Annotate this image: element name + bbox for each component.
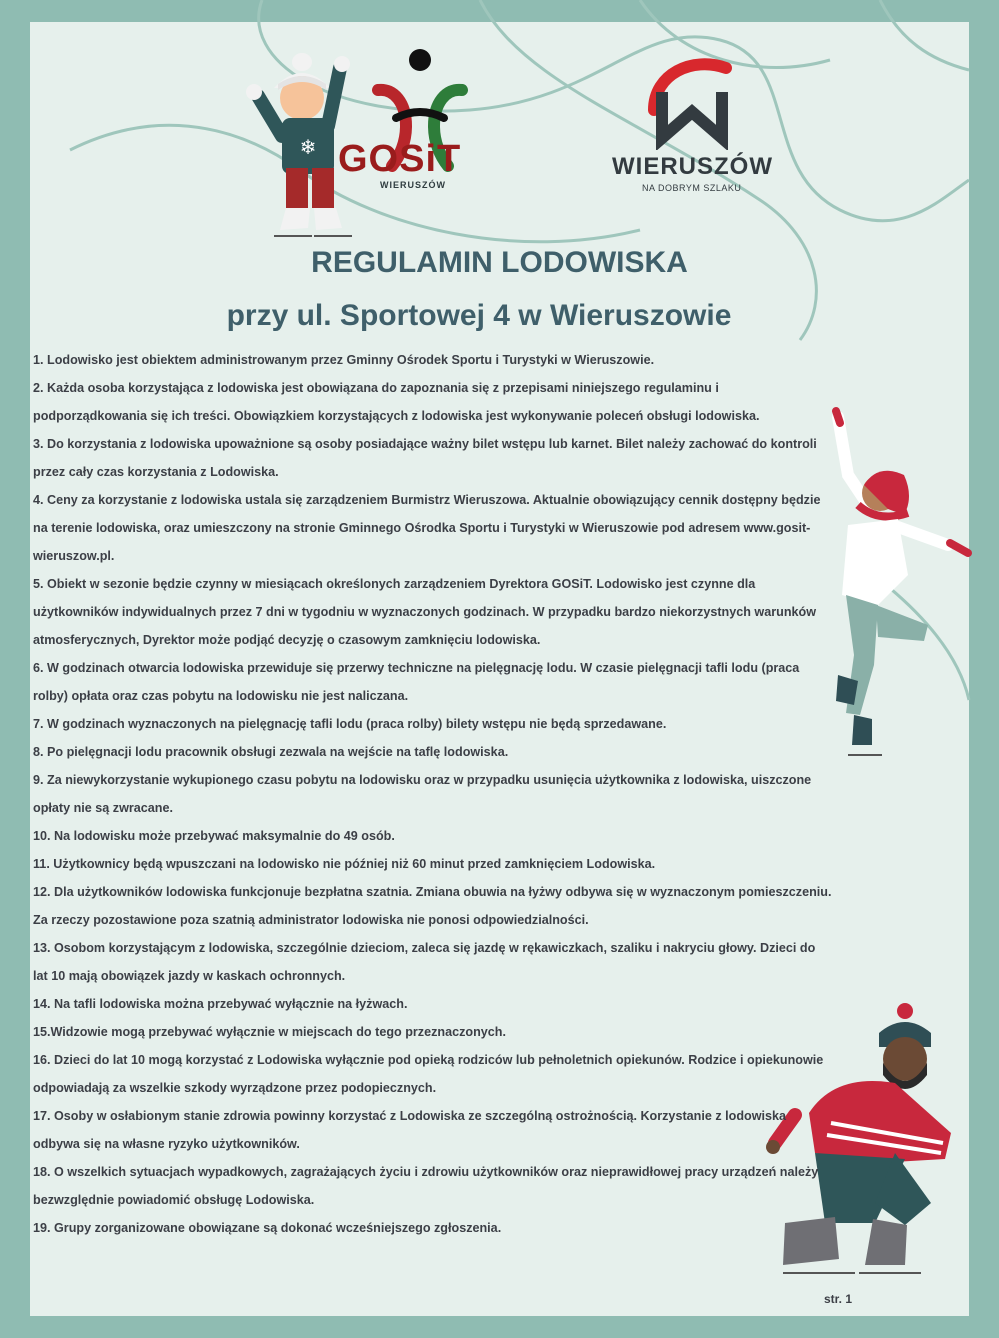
rule-item: 3. Do korzystania z lodowiska upoważnione są osoby posiadające ważny bilet wstępu lub karnet. Bilet należy zachować do kontroli przez cały czas korzystania z Lodowiska.	[33, 437, 817, 479]
rule-item: 6. W godzinach otwarcia lodowiska przewiduje się przerwy techniczne na pielęgnację lodu. W czasie pielęgnacji tafli lodu (praca rolby) opłata oraz czas pobytu na lodowisku nie jest naliczana.	[33, 661, 800, 703]
rule-item: 11. Użytkownicy będą wpuszczani na lodowisko nie później niż 60 minut przed zamknięciem Lodowiska.	[33, 857, 656, 871]
rule-item: 7. W godzinach wyznaczonych na pielęgnację tafli lodu (praca rolby) bilety wstępu nie będą sprzedawane.	[33, 717, 667, 731]
rule-item: 5. Obiekt w sezonie będzie czynny w miesiącach określonych zarządzeniem Dyrektora GOSiT. Lodowisko jest czynne dla użytkowników indywidualnych przez 7 dni w tygodniu w wyznaczonych godzinach. W przypadku bardzo niekorzystnych warunków atmosferycznych, Dyrektor może podjąć decyzję o czasowym zamknięciu lodowiska.	[33, 577, 817, 647]
wieruszow-logo-tagline: NA DOBRYM SZLAKU	[642, 183, 742, 193]
rule-item: 8. Po pielęgnacji lodu pracownik obsługi zezwala na wejście na taflę lodowiska.	[33, 745, 509, 759]
rule-item: 2. Każda osoba korzystająca z lodowiska jest obowiązana do zapoznania się z przepisami niniejszego regulaminu i podporządkowania się ich treści. Obowiązkiem korzystających z lodowiska jest wykonywanie poleceń obsługi lodowiska.	[33, 381, 760, 423]
rule-item: 17. Osoby w osłabionym stanie zdrowia powinny korzystać z Lodowiska ze szczególną ostrożnością. Korzystanie z lodowiska odbywa się na własne ryzyko użytkowników.	[33, 1109, 787, 1151]
rule-item: 13. Osobom korzystającym z lodowiska, szczególnie dzieciom, zaleca się jazdę w rękawiczkach, szaliku i nakryciu głowy. Dzieci do lat 10 mają obowiązek jazdy w kaskach ochronnych.	[33, 941, 816, 983]
rule-item: 4. Ceny za korzystanie z lodowiska ustala się zarządzeniem Burmistrz Wieruszowa. Aktualnie obowiązujący cennik dostępny będzie na terenie lodowiska, oraz umieszczony na stronie Gminnego Ośrodka Sportu i Turystyki w Wieruszowie pod adresem www.gosit-wieruszow.pl.	[33, 493, 821, 563]
rule-item: 16. Dzieci do lat 10 mogą korzystać z Lodowiska wyłącznie pod opieką rodziców lub pełnoletnich opiekunów. Rodzice i opiekunowie odpowiadają za wszelkie szkody wyrządzone przez podopiecznych.	[33, 1053, 824, 1095]
gosit-logo-name: GOSiT	[338, 138, 462, 180]
page-title: REGULAMIN LODOWISKA	[311, 246, 688, 279]
wieruszow-logo	[640, 50, 760, 150]
rule-item: 1. Lodowisko jest obiektem administrowanym przez Gminny Ośrodek Sportu i Turystyki w Wieruszowie.	[33, 353, 655, 367]
svg-text:❄: ❄	[299, 135, 317, 159]
rules-list	[33, 346, 833, 1242]
gosit-logo-subtitle: WIERUSZÓW	[380, 180, 446, 190]
woman-skater-illustration	[818, 405, 978, 765]
rule-item: 15.Widzowie mogą przebywać wyłącznie w miejscach do tego przeznaczonych.	[33, 1025, 506, 1039]
rule-item: 9. Za niewykorzystanie wykupionego czasu pobytu na lodowisku oraz w przypadku usunięcia użytkownika z lodowiska, uiszczone opłaty nie są zwracane.	[33, 773, 812, 815]
rule-item: 12. Dla użytkowników lodowiska funkcjonuje bezpłatna szatnia. Zmiana obuwia na łyżwy odbywa się w wyznaczonym pomieszczeniu. Za rzeczy pozostawione poza szatnią administrator lodowiska nie ponosi odpowiedzialności.	[33, 885, 832, 927]
rule-item: 10. Na lodowisku może przebywać maksymalnie do 49 osób.	[33, 829, 395, 843]
rule-item: 19. Grupy zorganizowane obowiązane są dokonać wcześniejszego zgłoszenia.	[33, 1221, 502, 1235]
page-number: str. 1	[824, 1292, 853, 1306]
wieruszow-logo-name: WIERUSZÓW	[612, 153, 773, 180]
page-subtitle: przy ul. Sportowej 4 w Wieruszowie	[226, 299, 732, 332]
rule-item: 18. O wszelkich sytuacjach wypadkowych, zagrażających życiu i zdrowiu użytkowników oraz nieprawidłowej pracy urządzeń należy bezwzględnie powiadomić obsługę Lodowiska.	[33, 1165, 819, 1207]
rule-item: 14. Na tafli lodowiska można przebywać wyłącznie na łyżwach.	[33, 997, 408, 1011]
